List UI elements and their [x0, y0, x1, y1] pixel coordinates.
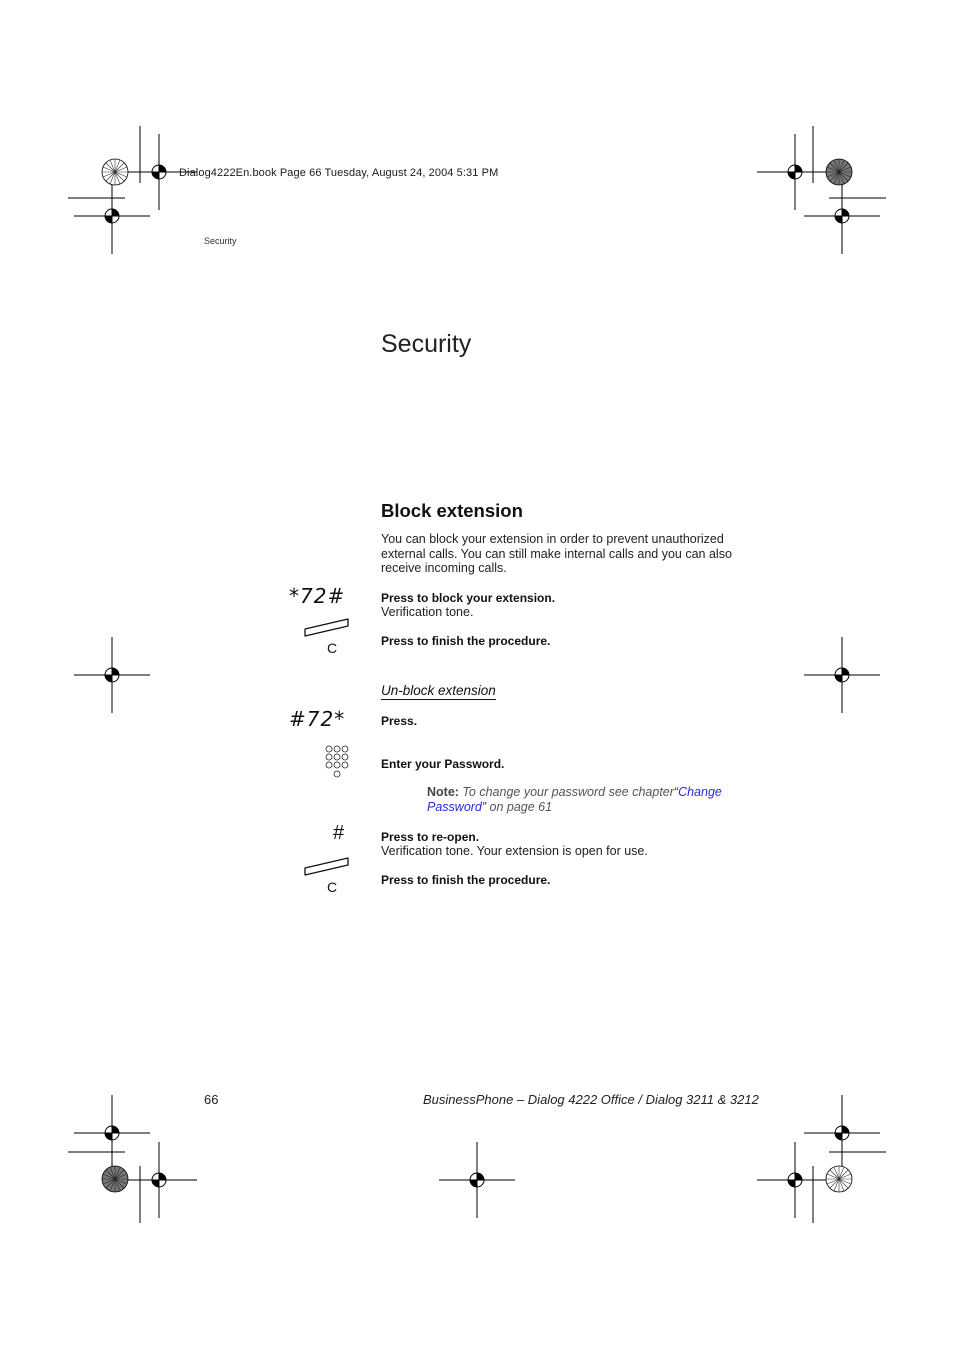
- step-instruction: Enter your Password.: [381, 757, 505, 771]
- note: [427, 785, 747, 815]
- footer-doc-title: BusinessPhone – Dialog 4222 Office / Dialog 3211 & 3212: [423, 1092, 759, 1107]
- step-instruction: Press to re-open.: [381, 830, 480, 844]
- section-intro: You can block your extension in order to prevent unauthorized external calls. You can still make internal calls and you can also receive incoming calls.: [381, 532, 732, 576]
- svg-text:C: C: [327, 640, 338, 656]
- clear-key-icon: [302, 616, 352, 656]
- svg-text:C: C: [327, 879, 338, 895]
- step-instruction: Press.: [381, 714, 418, 728]
- step-instruction: Press to finish the procedure.: [381, 873, 551, 887]
- star-72-hash-icon: *72#: [289, 584, 346, 608]
- change-password-link[interactable]: “Change Password”: [427, 785, 722, 814]
- note-page-ref: on page 61: [486, 800, 553, 814]
- step-detail: Verification tone. Your extension is open for use.: [381, 844, 648, 858]
- keypad-icon: [325, 744, 351, 780]
- step-instruction: Press to finish the procedure.: [381, 634, 551, 648]
- page-number: 66: [204, 1092, 219, 1107]
- section-title: Block extension: [381, 500, 523, 521]
- clear-key-icon: [302, 855, 352, 895]
- step-instruction: Press to block your extension.: [381, 591, 556, 605]
- subsection-title: Un-block extension: [381, 683, 496, 698]
- book-file-info: Dialog4222En.book Page 66 Tuesday, August 24, 2004 5:31 PM: [179, 167, 499, 179]
- hash-key-icon: #: [333, 822, 345, 844]
- step-detail: Verification tone.: [381, 605, 474, 619]
- chapter-title: Security: [381, 330, 472, 358]
- hash-72-star-icon: #72*: [289, 707, 346, 731]
- note-text: To change your password see chapter: [458, 785, 674, 799]
- running-head: Security: [204, 236, 237, 246]
- note-label: Note:: [427, 785, 459, 799]
